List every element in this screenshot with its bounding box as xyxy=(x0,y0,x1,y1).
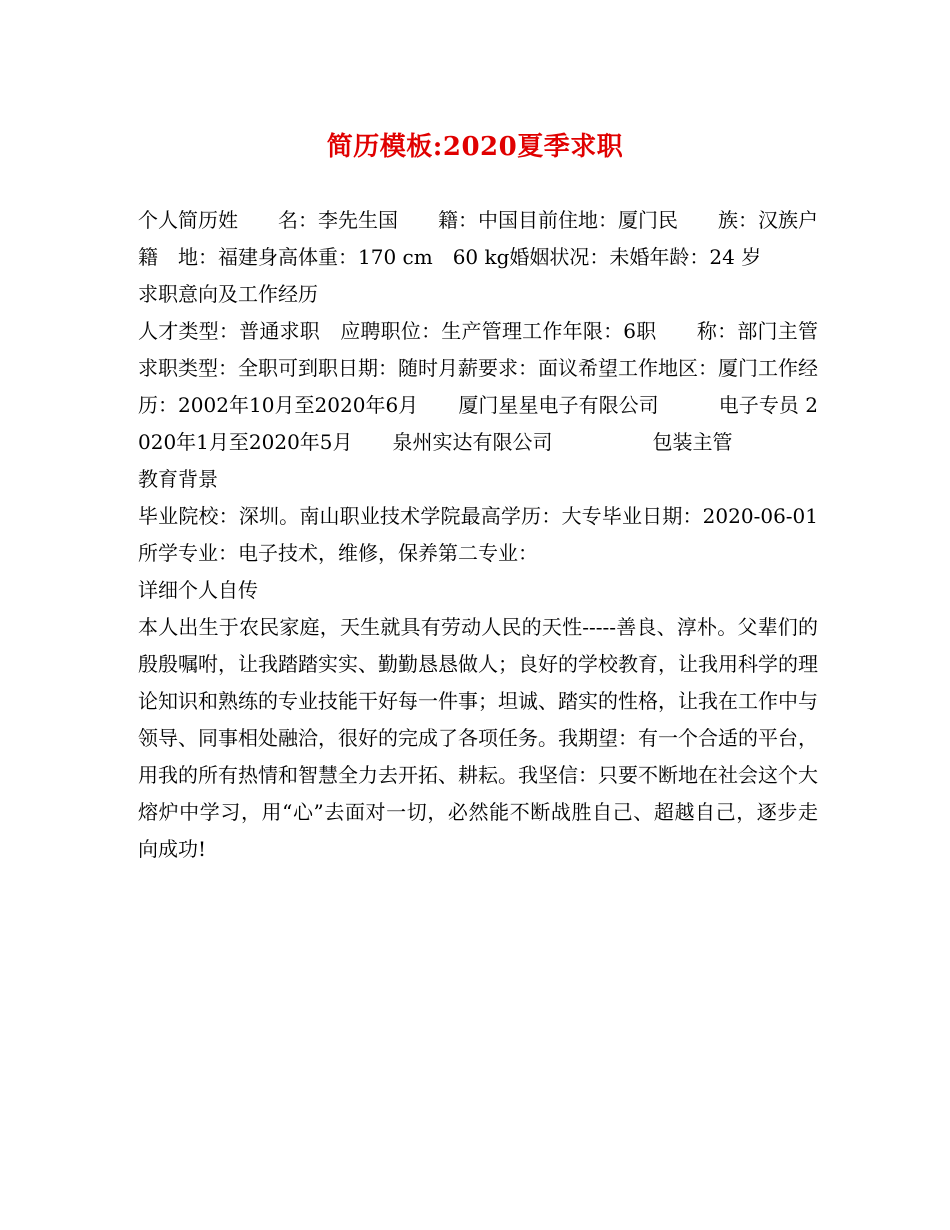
section-heading-education: 教育背景 xyxy=(138,467,218,491)
section-heading-autobiography: 详细个人自传 xyxy=(138,578,258,602)
education-paragraph: 毕业院校：深圳。南山职业技术学院最高学历：大专毕业日期：2020-06-01所学专业：电子技术，维修，保养第二专业： xyxy=(138,504,818,565)
section-heading-job: 求职意向及工作经历 xyxy=(138,282,318,306)
document-title: 简历模板:2020夏季求职 xyxy=(326,132,624,162)
personal-info-paragraph: 个人简历姓 名：李先生国 籍：中国目前住地：厦门民 族：汉族户 籍 地：福建身高体重：170 cm 60 kg婚姻状况：未婚年龄：24 岁 xyxy=(138,208,838,269)
autobiography-paragraph: 本人出生于农民家庭，天生就具有劳动人民的天性-----善良、淳朴。父辈们的殷殷嘱咐，让我踏踏实实、勤勤恳恳做人；良好的学校教育，让我用科学的理论知识和熟练的专业技能干好每一件事；坦诚、踏实的性格，让我在工作中与领导、同事相处融洽，很好的完成了各项任务。我期望：有一个合适的平台，用我的所有热情和智慧全力去开拓、耕耘。我坚信：只要不断地在社会这个大熔炉中学习，用“心”去面对一切，必然能不断战胜自己、超越自己，逐步走向成功! xyxy=(138,615,818,861)
job-paragraph: 人才类型：普通求职 应聘职位：生产管理工作年限：6职 称：部门主管求职类型：全职可到职日期：随时月薪要求：面议希望工作地区：厦门工作经历：2002年10月至2020年6月 厦门星星电子有限公司 电子专员 2020年1月至2020年5月 泉州实达有限公司 包装主管 xyxy=(138,319,818,454)
document-body xyxy=(138,202,838,868)
